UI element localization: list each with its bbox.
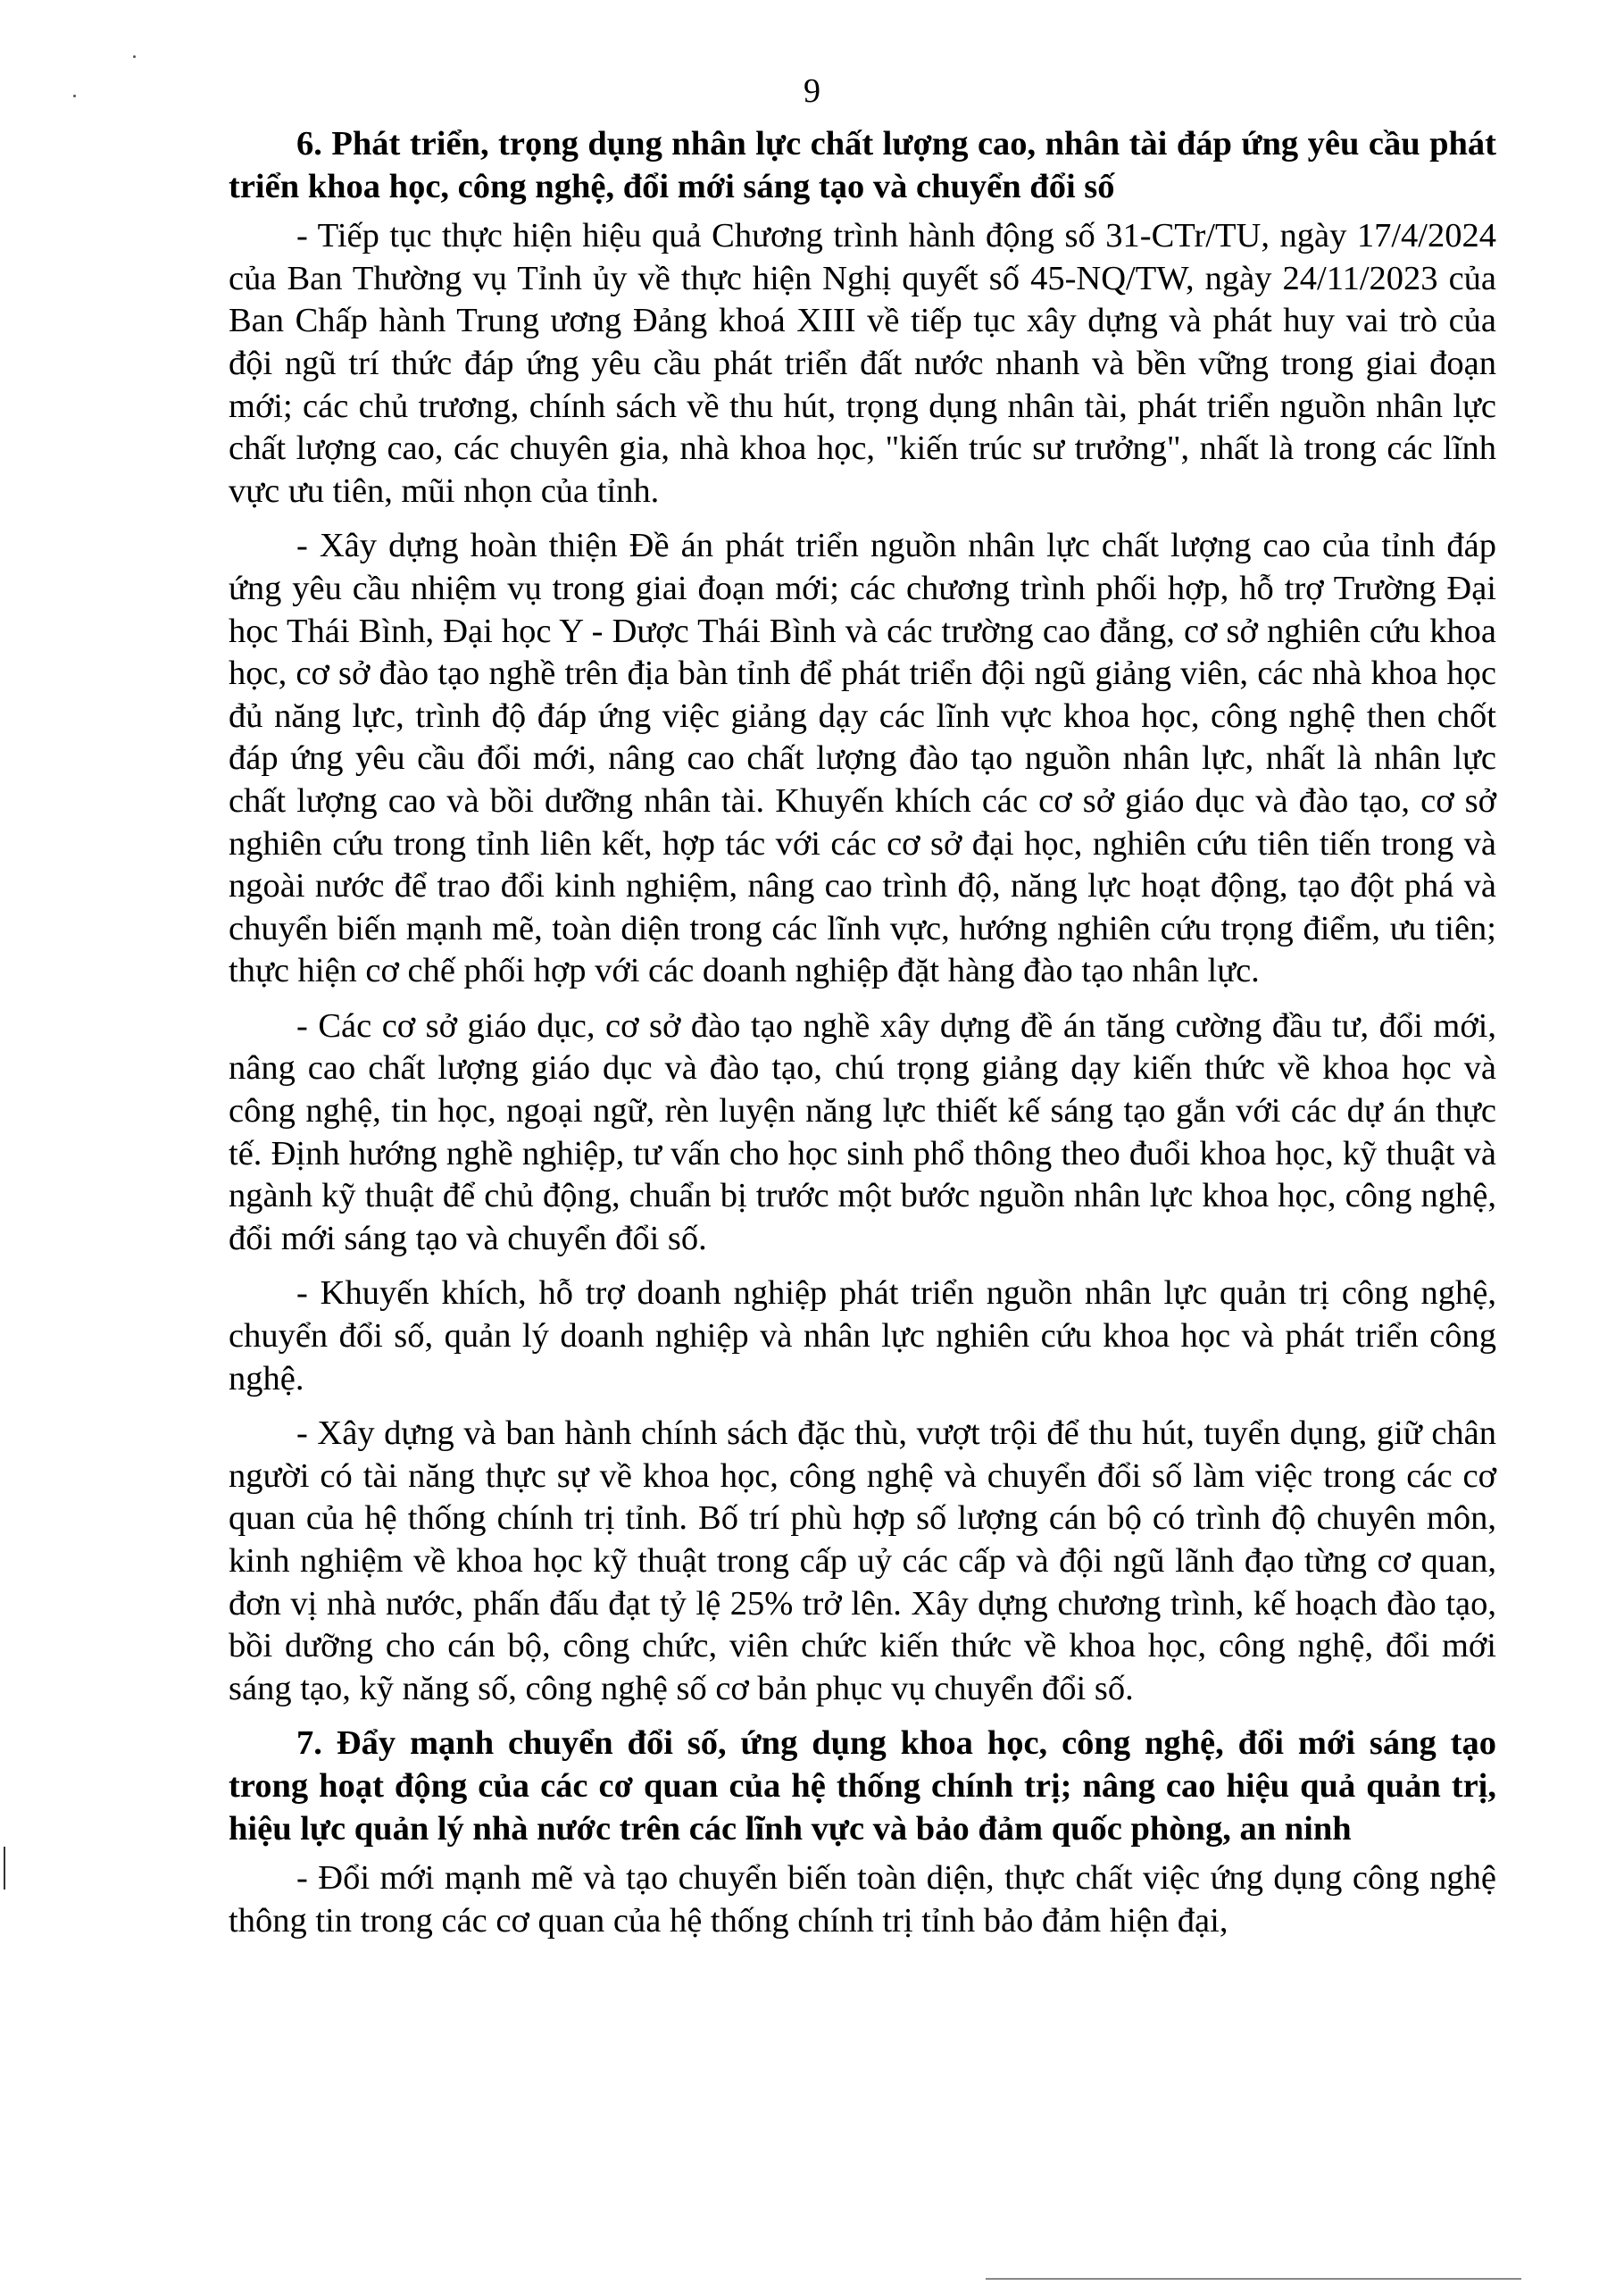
section-6-paragraph-2: - Xây dựng hoàn thiện Đề án phát triển nguồn nhân lực chất lượng cao của tỉnh đáp ứng yêu cầu nhiệm vụ trong giai đoạn mới; các chương trình phối hợp, hỗ trợ Trường Đại học Thái Bình, Đại học Y - Dược Thái Bình và các trường cao đẳng, cơ sở nghiên cứu khoa học, cơ sở đào tạo nghề trên địa bàn tỉnh để phát triển đội ngũ giảng viên, các nhà khoa học đủ năng lực, trình độ đáp ứng việc giảng dạy các lĩnh vực khoa học, công nghệ then chốt đáp ứng yêu cầu đổi mới, nâng cao chất lượng đào tạo nguồn nhân lực, nhất là nhân lực chất lượng cao và bồi dưỡng nhân tài. Khuyến khích các cơ sở giáo dục và đào tạo, cơ sở nghiên cứu trong tỉnh liên kết, hợp tác với các cơ sở đại học, nghiên cứu tiên tiến trong và ngoài nước để trao đổi kinh nghiệm, nâng cao trình độ, năng lực hoạt động, tạo đột phá và chuyển biến mạnh mẽ, toàn diện trong các lĩnh vực, hướng nghiên cứu trọng điểm, ưu tiên; thực hiện cơ chế phối hợp với các doanh nghiệp đặt hàng đào tạo nhân lực. [229, 527, 1496, 990]
section-6-heading: 6. Phát triển, trọng dụng nhân lực chất lượng cao, nhân tài đáp ứng yêu cầu phát triển khoa học, công nghệ, đổi mới sáng tạo và chuyển đổi số [229, 125, 1496, 205]
section-7-heading: 7. Đẩy mạnh chuyển đổi số, ứng dụng khoa học, công nghệ, đổi mới sáng tạo trong hoạt động của các cơ quan của hệ thống chính trị; nâng cao hiệu quả quản trị, hiệu lực quản lý nhà nước trên các lĩnh vực và bảo đảm quốc phòng, an ninh [229, 1724, 1496, 1848]
scan-edge-mark [4, 1847, 5, 1890]
section-6-paragraph-4: - Khuyến khích, hỗ trợ doanh nghiệp phát triển nguồn nhân lực quản trị công nghệ, chuyển đổi số, quản lý doanh nghiệp và nhân lực nghiên cứu khoa học và phát triển công nghệ. [229, 1274, 1496, 1397]
scan-bottom-line [986, 2278, 1521, 2280]
section-6-paragraph-3: - Các cơ sở giáo dục, cơ sở đào tạo nghề xây dựng đề án tăng cường đầu tư, đổi mới, nâng cao chất lượng giáo dục và đào tạo, chú trọng giảng dạy kiến thức về khoa học và công nghệ, tin học, ngoại ngữ, rèn luyện năng lực thiết kế sáng tạo gắn với các dự án thực tế. Định hướng nghề nghiệp, tư vấn cho học sinh phổ thông theo đuổi khoa học, kỹ thuật và ngành kỹ thuật để chủ động, chuẩn bị trước một bước nguồn nhân lực khoa học, công nghệ, đổi mới sáng tạo và chuyển đổi số. [229, 1006, 1496, 1257]
document-body [229, 123, 1496, 1955]
section-7-paragraph-1: - Đổi mới mạnh mẽ và tạo chuyển biến toàn diện, thực chất việc ứng dụng công nghệ thông tin trong các cơ quan của hệ thống chính trị tỉnh bảo đảm hiện đại, [229, 1859, 1496, 1940]
page-number: 9 [804, 72, 820, 110]
section-6-paragraph-1: - Tiếp tục thực hiện hiệu quả Chương trình hành động số 31-CTr/TU, ngày 17/4/2024 của Ban Thường vụ Tỉnh ủy về thực hiện Nghị quyết số 45-NQ/TW, ngày 24/11/2023 của Ban Chấp hành Trung ương Đảng khoá XIII về tiếp tục xây dựng và phát huy vai trò của đội ngũ trí thức đáp ứng yêu cầu phát triển đất nước nhanh và bền vững trong giai đoạn mới; các chủ trương, chính sách về thu hút, trọng dụng nhân tài, phát triển nguồn nhân lực chất lượng cao, các chuyên gia, nhà khoa học, "kiến trúc sư trưởng", nhất là trong các lĩnh vực ưu tiên, mũi nhọn của tỉnh. [229, 217, 1496, 510]
section-6-paragraph-5: - Xây dựng và ban hành chính sách đặc thù, vượt trội để thu hút, tuyển dụng, giữ chân người có tài năng thực sự về khoa học, công nghệ và chuyển đổi số làm việc trong các cơ quan của hệ thống chính trị tỉnh. Bố trí phù hợp số lượng cán bộ có trình độ chuyên môn, kinh nghiệm về khoa học kỹ thuật trong cấp uỷ các cấp và đội ngũ lãnh đạo từng cơ quan, đơn vị nhà nước, phấn đấu đạt tỷ lệ 25% trở lên. Xây dựng chương trình, kế hoạch đào tạo, bồi dưỡng cho cán bộ, công chức, viên chức kiến thức về khoa học, công nghệ, đổi mới sáng tạo, kỹ năng số, công nghệ số cơ bản phục vụ chuyển đổi số. [229, 1414, 1496, 1707]
scan-speck [133, 55, 136, 58]
